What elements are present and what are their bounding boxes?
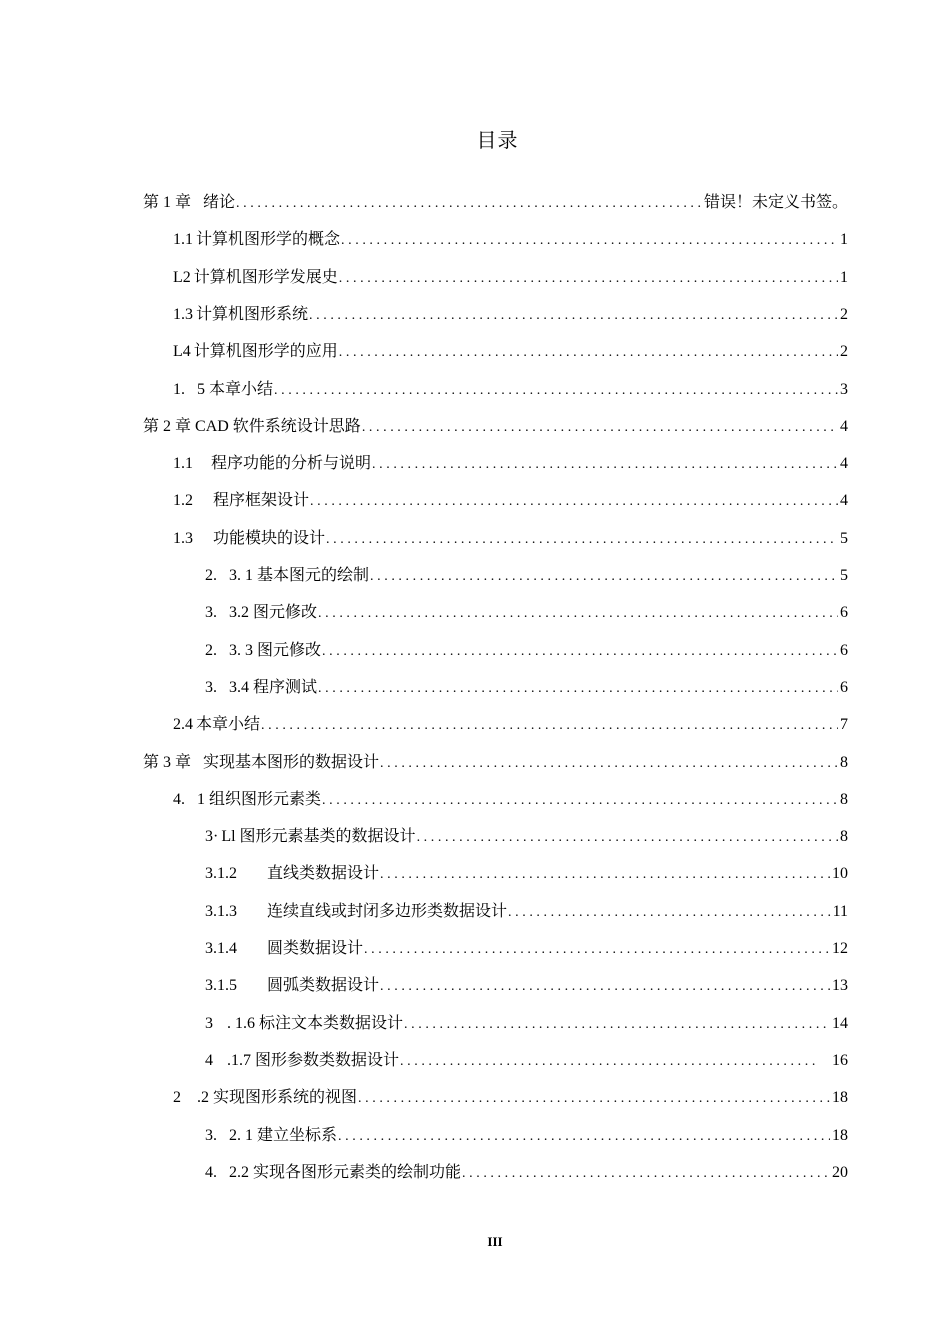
toc-dot-leader (400, 1043, 816, 1080)
toc-entry-number: 第 2 章 (143, 417, 192, 435)
toc-entry-number: 3.1.2 (205, 865, 237, 883)
toc-entry[interactable] (205, 632, 848, 669)
toc-page-number: 1 (840, 268, 848, 286)
toc-dot-leader (236, 185, 702, 222)
toc-entry-number: 3. (205, 1126, 217, 1144)
toc-entry-label: 程序框架设计 (213, 492, 310, 510)
toc-entry-number: 4. (205, 1163, 217, 1181)
toc-entry-label: 1 组织图形元素类 (197, 790, 322, 808)
toc-dot-leader (372, 446, 838, 483)
toc-entry[interactable] (173, 781, 848, 818)
toc-page-number: 11 (832, 902, 848, 920)
toc-dot-leader (309, 297, 838, 334)
toc-page-number: 7 (840, 716, 848, 734)
toc-entry-text (173, 781, 321, 818)
toc-entry[interactable] (205, 1005, 848, 1042)
toc-entry-text (205, 1117, 337, 1154)
toc-entry-label: 3.4 程序测试 (229, 678, 318, 696)
toc-entry-text (205, 893, 507, 930)
toc-dot-leader (310, 483, 838, 520)
toc-entry-label: 3. 1 基本图元的绘制 (229, 567, 370, 584)
toc-entry-text (173, 221, 340, 258)
toc-entry[interactable] (205, 893, 848, 930)
toc-page-number: 6 (840, 604, 848, 622)
toc-entry-number: 3 (205, 1014, 213, 1032)
toc-entry-number: 2. (205, 641, 217, 659)
toc-page-number: 6 (840, 678, 848, 696)
toc-page-number: 错误！未定义书签。 (703, 194, 848, 211)
toc-entry-number: 1.3 (173, 305, 193, 323)
toc-entry-label: 计算机图形系统 (196, 305, 309, 323)
toc-entry-label: 直线类数据设计 (267, 865, 380, 883)
toc-page-number: 4 (840, 417, 848, 435)
toc-page-number: 12 (832, 940, 848, 957)
toc-entry[interactable] (205, 818, 848, 855)
toc-entry[interactable] (205, 855, 848, 892)
toc-dot-leader (339, 260, 838, 297)
toc-entry[interactable] (173, 333, 848, 370)
toc-entry-label: 圆类数据设计 (267, 940, 364, 957)
toc-entry-number: L2 (173, 268, 191, 286)
toc-entry-text (205, 967, 379, 1004)
toc-page-number: 4 (840, 455, 848, 473)
toc-dot-leader (339, 334, 838, 371)
toc-entry-label: 连续直线或封闭多边形类数据设计 (267, 902, 508, 920)
toc-page-number: 13 (832, 977, 848, 995)
toc-dot-leader (508, 894, 831, 931)
toc-entry[interactable] (205, 557, 848, 594)
toc-entry[interactable] (205, 594, 848, 631)
toc-entry[interactable] (173, 482, 848, 519)
toc-dot-leader (318, 670, 838, 707)
toc-entry-number: 3.1.3 (205, 902, 237, 920)
toc-dot-leader (364, 931, 830, 968)
toc-dot-leader (417, 819, 838, 856)
toc-page-number: 18 (832, 1089, 848, 1107)
toc-entry-number: 第 3 章 (143, 753, 192, 771)
toc-page-number: 6 (840, 641, 848, 659)
toc-entry-number: 1.3 (173, 529, 193, 547)
toc-entry-label: Ll 图形元素基类的数据设计 (221, 828, 416, 846)
toc-entry-label: 绪论 (203, 194, 236, 211)
toc-entry[interactable] (173, 296, 848, 333)
toc-entry-label: 2. 1 建立坐标系 (229, 1126, 338, 1144)
toc-entry-text (205, 1042, 399, 1079)
toc-entry-text (173, 333, 338, 370)
toc-entry-text (205, 669, 317, 706)
toc-entry-number: 4. (173, 790, 185, 808)
toc-entry-label: 3.2 图元修改 (229, 604, 318, 622)
toc-entry[interactable] (205, 669, 848, 706)
toc-entry-number: 3.1.5 (205, 977, 237, 995)
toc-dot-leader (370, 558, 838, 595)
toc-entry-label: 实现基本图形的数据设计 (203, 753, 380, 771)
toc-page-number: 1 (840, 231, 848, 249)
toc-entry-number: 2 (173, 1089, 181, 1107)
toc-page-number: 20 (832, 1163, 848, 1181)
toc-entry-text (173, 371, 273, 408)
toc-dot-leader (274, 372, 838, 409)
toc-entry[interactable] (173, 1079, 848, 1116)
toc-entry-number: 3. (205, 604, 217, 622)
toc-entry-chapter-3[interactable] (143, 744, 848, 781)
toc-dot-leader (261, 707, 838, 744)
toc-entry-number: 2.4 (173, 716, 193, 734)
toc-dot-leader (318, 595, 838, 632)
toc-entry-number: 4 (205, 1051, 213, 1069)
toc-page-number: 16 (832, 1051, 848, 1069)
toc-page-number: 8 (840, 828, 848, 846)
toc-entry-number: 3. (205, 678, 217, 696)
toc-entry-chapter-1[interactable] (143, 184, 848, 221)
toc-entry-number: 2. (205, 567, 217, 584)
toc-entry[interactable] (205, 1042, 848, 1079)
toc-entry-number: 1.2 (173, 492, 193, 510)
toc-entry-number: 3.1.4 (205, 940, 237, 957)
toc-dot-leader (380, 856, 830, 893)
toc-entry[interactable] (173, 371, 848, 408)
toc-entry-label: . 1.6 标注文本类数据设计 (227, 1014, 404, 1032)
toc-dot-leader (322, 633, 838, 670)
toc-entry-number: 3· (205, 828, 219, 846)
toc-entry-text (205, 855, 379, 892)
toc-entry-number: L4 (173, 343, 191, 361)
toc-entry-number: 第 1 章 (143, 194, 192, 211)
toc-dot-leader (338, 1118, 830, 1155)
toc-entry-text (173, 520, 325, 557)
toc-entry-number: 1.1 (173, 455, 193, 473)
toc-entry-label: 5 本章小结 (197, 380, 274, 398)
toc-page-number: 8 (840, 753, 848, 771)
toc-entry-text (173, 259, 338, 296)
toc-entry[interactable] (173, 259, 848, 296)
toc-entry-number: 1.1 (173, 231, 193, 249)
toc-page-number: 4 (840, 492, 848, 510)
toc-entry-label: CAD 软件系统设计思路 (195, 417, 361, 435)
toc-entry-text (205, 557, 369, 594)
toc-dot-leader (322, 782, 838, 819)
toc-entry[interactable] (205, 1154, 848, 1191)
toc-entry[interactable] (205, 967, 848, 1004)
toc-entry-label: .1.7 图形参数类数据设计 (227, 1051, 400, 1069)
toc-entry-label: 圆弧类数据设计 (267, 977, 380, 995)
toc-entry-text (173, 706, 260, 743)
toc-entry-text (173, 445, 371, 482)
toc-entry-text (173, 1079, 357, 1116)
toc-entry-text (143, 744, 379, 781)
toc-entry-text (173, 296, 308, 333)
toc-entry-text (143, 408, 361, 445)
toc-entry-text (205, 594, 317, 631)
toc-entry-label: 2.2 实现各图形元素类的绘制功能 (229, 1163, 462, 1181)
toc-entry[interactable] (173, 445, 848, 482)
toc-entry-label: 计算机图形学的概念 (196, 231, 341, 249)
toc-entry-label: 计算机图形学的应用 (193, 343, 338, 361)
toc-entry-text (173, 482, 309, 519)
page-title: 目录 (476, 128, 519, 152)
toc-entry[interactable] (173, 221, 848, 258)
toc-entry-label: 程序功能的分析与说明 (211, 455, 372, 473)
toc-entry-chapter-2[interactable] (143, 408, 848, 445)
toc-page-number: 5 (840, 567, 848, 584)
toc-dot-leader (380, 745, 838, 782)
toc-entry-label: .2 实现图形系统的视图 (197, 1089, 358, 1107)
page-footer-number: III (487, 1234, 503, 1249)
toc-entry[interactable] (173, 706, 848, 743)
toc-entry-text (205, 1005, 403, 1042)
toc-entry[interactable] (173, 520, 848, 557)
toc-page-number: 2 (840, 343, 848, 361)
toc-entry[interactable] (205, 930, 848, 967)
toc-dot-leader (358, 1080, 830, 1117)
toc-entry-label: 计算机图形学发展史 (193, 268, 338, 286)
toc-dot-leader (362, 409, 838, 446)
toc-page-number: 14 (832, 1014, 848, 1032)
toc-dot-leader (326, 521, 838, 558)
toc-dot-leader (462, 1155, 830, 1192)
toc-entry-text (205, 632, 321, 669)
toc-page-number: 5 (840, 529, 848, 547)
toc-entry[interactable] (205, 1117, 848, 1154)
toc-dot-leader (404, 1006, 830, 1043)
toc-dot-leader (341, 222, 838, 259)
toc-entry-number: 1. (173, 380, 185, 398)
toc-dot-leader (380, 968, 830, 1005)
toc-page-number: 2 (840, 305, 848, 323)
toc-entry-text (143, 184, 235, 221)
toc-entry-text (205, 818, 416, 855)
toc-entry-label: 3. 3 图元修改 (229, 641, 322, 659)
toc-entry-label: 功能模块的设计 (213, 529, 326, 547)
toc-entry-label: 本章小结 (196, 716, 261, 734)
toc-page-number: 3 (840, 380, 848, 398)
toc-page-number: 10 (832, 865, 848, 883)
toc-page-number: 18 (832, 1126, 848, 1144)
toc-page-number: 8 (840, 790, 848, 808)
toc-entry-text (205, 1154, 461, 1191)
toc-entry-text (205, 930, 363, 967)
